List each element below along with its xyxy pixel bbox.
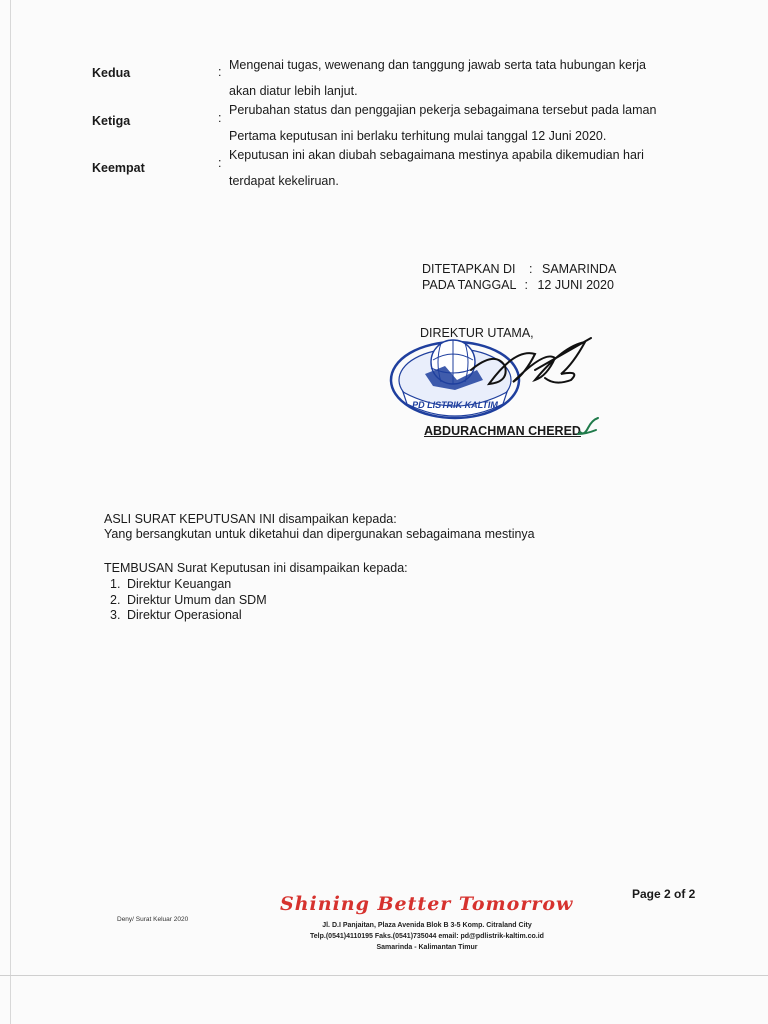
decree-date-label: PADA TANGGAL bbox=[422, 278, 517, 292]
list-item-text: Direktur Keuangan bbox=[127, 577, 232, 591]
decree-place-value: SAMARINDA bbox=[541, 262, 617, 276]
clause-line: Pertama keputusan ini berlaku terhitung mulai tanggal 12 Juni 2020. bbox=[229, 129, 607, 143]
copies-heading: TEMBUSAN Surat Keputusan ini disampaikan kepada: bbox=[104, 561, 408, 575]
address-line: Jl. D.I Panjaitan, Plaza Avenida Blok B 3-5 Komp. Citraland City bbox=[322, 922, 532, 929]
list-item-text: Direktur Umum dan SDM bbox=[127, 592, 267, 607]
original-recipient-line: ASLI SURAT KEPUTUSAN INI disampaikan kepada: bbox=[104, 512, 397, 526]
company-stamp-and-signature bbox=[385, 330, 605, 430]
address-line: Telp.(0541)4110195 Faks.(0541)735044 email: pd@pdlistrik-kaltim.co.id bbox=[310, 933, 544, 940]
signatory-title: DIREKTUR UTAMA, bbox=[420, 326, 534, 340]
clause-line: Mengenai tugas, wewenang dan tanggung jawab serta tata hubungan kerja bbox=[229, 58, 646, 72]
address-line: Samarinda - Kalimantan Timur bbox=[376, 944, 478, 951]
clause-line: Perubahan status dan penggajian pekerja sebagaimana tersebut pada laman bbox=[229, 103, 657, 117]
list-item-number: 1. bbox=[110, 577, 121, 591]
clause-line: akan diatur lebih lanjut. bbox=[229, 84, 358, 98]
list-item-number: 2. bbox=[110, 592, 121, 607]
list-item bbox=[110, 577, 267, 593]
decree-sep: : bbox=[524, 278, 528, 292]
company-address bbox=[282, 920, 572, 953]
clause-label-ketiga: Ketiga bbox=[92, 114, 131, 128]
page-number: Page 2 of 2 bbox=[632, 887, 696, 901]
footer-divider bbox=[0, 975, 768, 976]
company-slogan: Shining Better Tomorrow bbox=[280, 893, 574, 915]
clause-label-kedua: Kedua bbox=[92, 66, 131, 80]
decree-place-row bbox=[422, 262, 616, 276]
decree-date-row bbox=[422, 278, 614, 292]
original-recipient-purpose: Yang bersangkutan untuk diketahui dan dipergunakan sebagaimana mestinya bbox=[104, 527, 535, 541]
reference-note: Deny/ Surat Keluar 2020 bbox=[117, 916, 189, 923]
list-item-number: 3. bbox=[110, 608, 121, 622]
list-item bbox=[110, 608, 267, 624]
decree-sep: : bbox=[529, 262, 533, 276]
clause-text-keempat bbox=[229, 142, 689, 194]
signatory-name: ABDURACHMAN CHERED bbox=[424, 424, 581, 438]
clause-colon: : bbox=[218, 156, 222, 170]
decree-place-label: DITETAPKAN DI bbox=[422, 262, 516, 276]
clause-line: terdapat kekeliruan. bbox=[229, 174, 339, 188]
page-edge-shadow bbox=[10, 0, 11, 1024]
clause-line: Keputusan ini akan diubah sebagaimana mestinya apabila dikemudian hari bbox=[229, 148, 644, 162]
clause-colon: : bbox=[218, 111, 222, 125]
checkmark-icon bbox=[576, 416, 600, 438]
stamp-text: PD LISTRIK KALTIM bbox=[412, 400, 498, 410]
list-item bbox=[110, 593, 267, 609]
clause-label-keempat: Keempat bbox=[92, 161, 145, 175]
list-item-text: Direktur Operasional bbox=[127, 608, 242, 622]
clause-colon: : bbox=[218, 65, 222, 79]
decree-date-value: 12 JUNI 2020 bbox=[537, 278, 614, 292]
copies-list bbox=[110, 577, 267, 624]
